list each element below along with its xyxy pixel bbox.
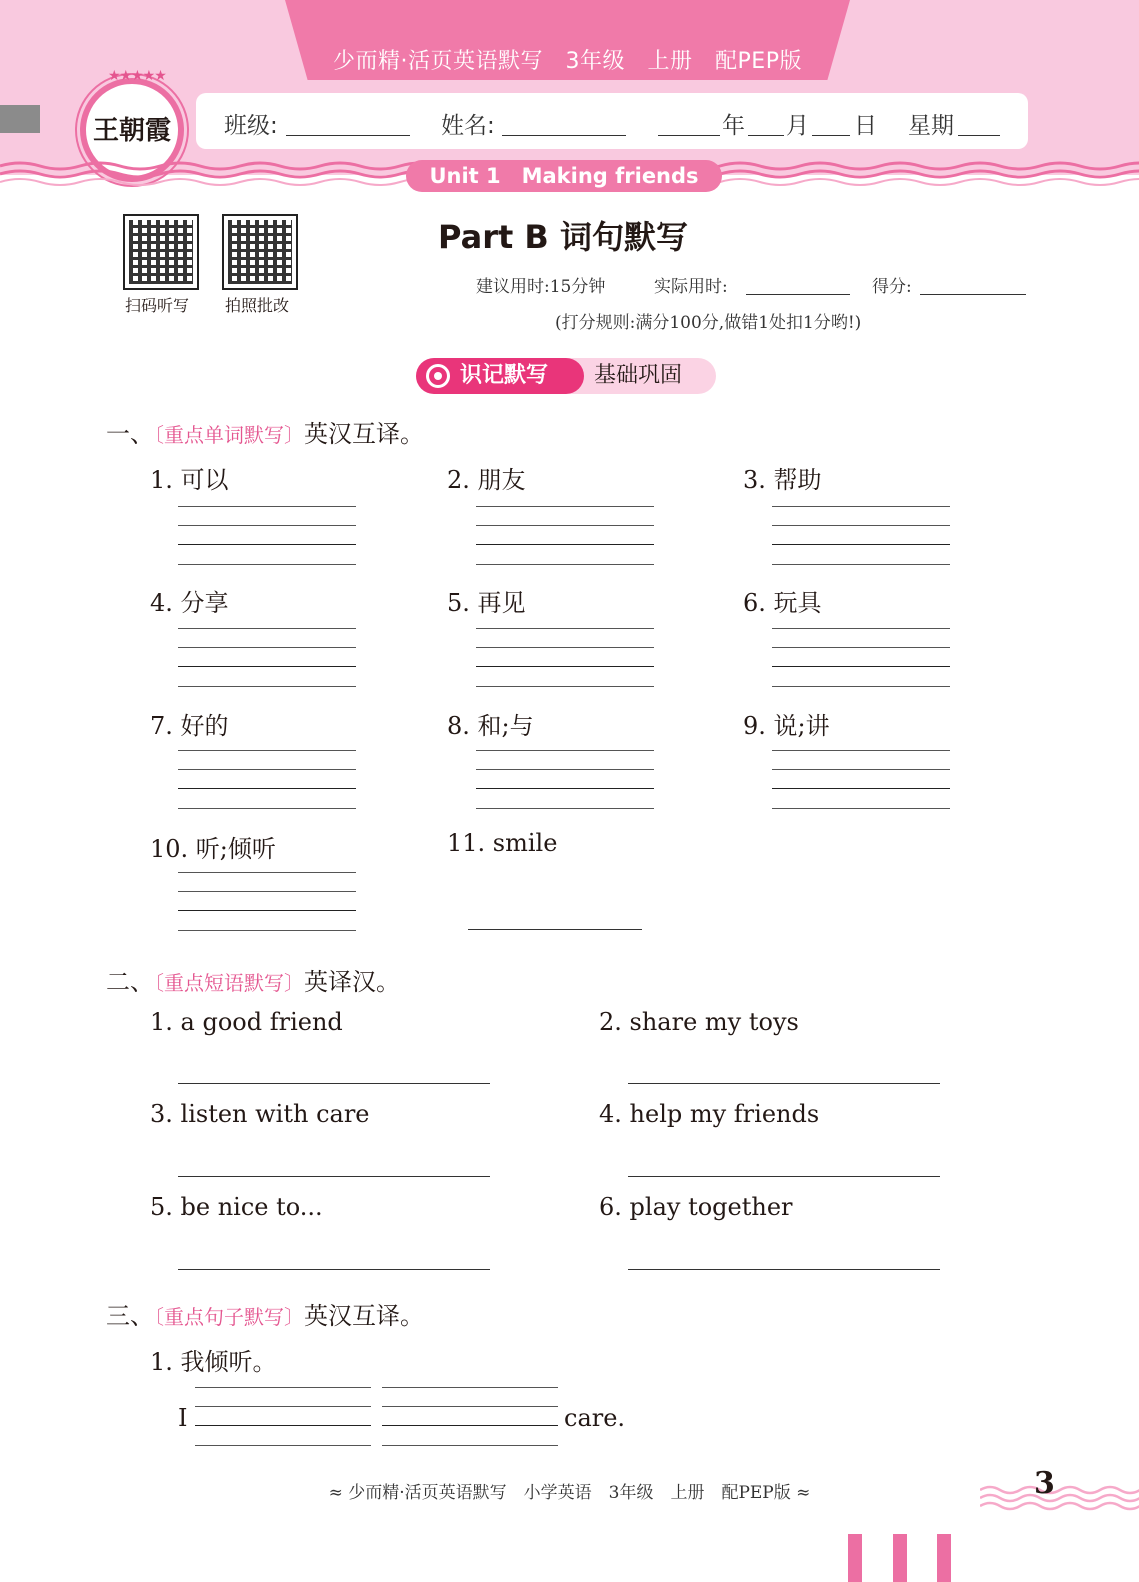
q2-answer-6[interactable] [628,1269,940,1270]
day-label: 日 [854,113,877,139]
listen-caption: 扫码听写 [125,296,190,315]
q1-item-11: 11. smile [447,829,558,857]
year-field[interactable] [658,135,720,136]
photo-qr-code[interactable] [222,214,298,290]
listen-qr-code[interactable] [123,214,199,290]
class-field[interactable] [286,135,410,136]
q1-answer-6[interactable] [772,628,950,690]
q2-answer-1[interactable] [178,1083,490,1084]
q2-item-2: 2. share my toys [599,1008,799,1036]
score-field[interactable] [920,294,1026,295]
q1-answer-10[interactable] [178,872,356,934]
weekday-label: 星期 [908,113,954,139]
actual-time-label: 实际用时: [654,277,728,297]
footer-text: ≈ 少而精·活页英语默写 小学英语 3年级 上册 配PEP版 ≈ [328,1483,811,1503]
q1-number: 一、 [106,420,154,448]
student-info-box [196,93,1028,149]
q1-tag: 〔重点单词默写〕 [154,423,304,447]
q2-item-5: 5. be nice to... [150,1193,323,1221]
section-pill-right-label: 基础巩固 [594,363,683,388]
year-label: 年 [722,113,745,139]
q1-item-10: 10. 听;倾听 [150,835,276,863]
q1-item-4: 4. 分享 [150,589,229,617]
q2-answer-5[interactable] [178,1269,490,1270]
q1-item-2: 2. 朋友 [447,466,526,494]
q1-heading [106,414,424,449]
q2-item-4: 4. help my friends [599,1100,820,1128]
section-pill [416,358,716,394]
unit-label: Unit 1 Making friends [406,160,722,192]
q3-tag: 〔重点句子默写〕 [154,1305,304,1329]
q3-number: 三、 [106,1302,154,1330]
q3-sentence-end: care. [564,1404,626,1432]
q3-item-1: 1. 我倾听。 [150,1348,277,1376]
q2-answer-2[interactable] [628,1083,940,1084]
month-label: 月 [786,113,809,139]
suggested-time: 建议用时:15分钟 [476,277,606,297]
medal-icon [426,364,450,388]
q1-item-7: 7. 好的 [150,712,229,740]
q2-item-6: 6. play together [599,1193,793,1221]
month-field[interactable] [748,135,784,136]
q2-item-1: 1. a good friend [150,1008,343,1036]
q2-instruction: 英译汉。 [304,968,400,996]
logo-text: 王朝霞 [92,116,171,146]
side-marker [0,105,40,133]
q2-tag: 〔重点短语默写〕 [154,971,304,995]
q3-answer-blank-1[interactable] [195,1387,371,1449]
section-pill-left-label: 识记默写 [460,363,549,388]
q1-answer-3[interactable] [772,506,950,568]
q1-item-8: 8. 和;与 [447,712,534,740]
footer-bar-1 [848,1534,862,1582]
section-pill-main [416,358,584,394]
weekday-field[interactable] [958,135,1000,136]
q1-answer-9[interactable] [772,750,950,812]
q1-answer-2[interactable] [476,506,654,568]
scoring-rule: (打分规则:满分100分,做错1处扣1分哟!) [555,313,862,333]
q1-answer-1[interactable] [178,506,356,568]
score-label: 得分: [872,277,912,297]
q2-answer-4[interactable] [628,1176,940,1177]
name-label: 姓名: [441,113,495,139]
q3-heading [106,1296,424,1331]
q2-heading [106,962,400,997]
class-label: 班级: [224,113,278,139]
q2-item-3: 3. listen with care [150,1100,370,1128]
q1-answer-4[interactable] [178,628,356,690]
q3-instruction: 英汉互译。 [304,1302,424,1330]
q3-answer-blank-2[interactable] [382,1387,558,1449]
crown-icon: ★★★★★ [108,68,166,84]
q1-instruction: 英汉互译。 [304,420,424,448]
footer-bar-3 [937,1534,951,1582]
q1-answer-7[interactable] [178,750,356,812]
q1-answer-5[interactable] [476,628,654,690]
photo-caption: 拍照批改 [225,296,290,315]
q1-item-6: 6. 玩具 [743,589,822,617]
footer-wave [980,1482,1139,1512]
name-field[interactable] [502,135,626,136]
day-field[interactable] [812,135,850,136]
actual-time-field[interactable] [746,294,850,295]
q1-item-1: 1. 可以 [150,466,229,494]
part-title: Part B 词句默写 [438,218,688,256]
q1-item-5: 5. 再见 [447,589,526,617]
q1-answer-8[interactable] [476,750,654,812]
q3-sentence-start: I [178,1404,188,1432]
q1-item-3: 3. 帮助 [743,466,822,494]
series-title: 少而精·活页英语默写 3年级 上册 配PEP版 [333,49,802,74]
q1-answer-11[interactable] [468,929,642,930]
footer-bar-2 [893,1534,907,1582]
q2-number: 二、 [106,968,154,996]
q1-item-9: 9. 说;讲 [743,712,830,740]
q2-answer-3[interactable] [178,1176,490,1177]
page-number: 3 [1034,1466,1055,1501]
